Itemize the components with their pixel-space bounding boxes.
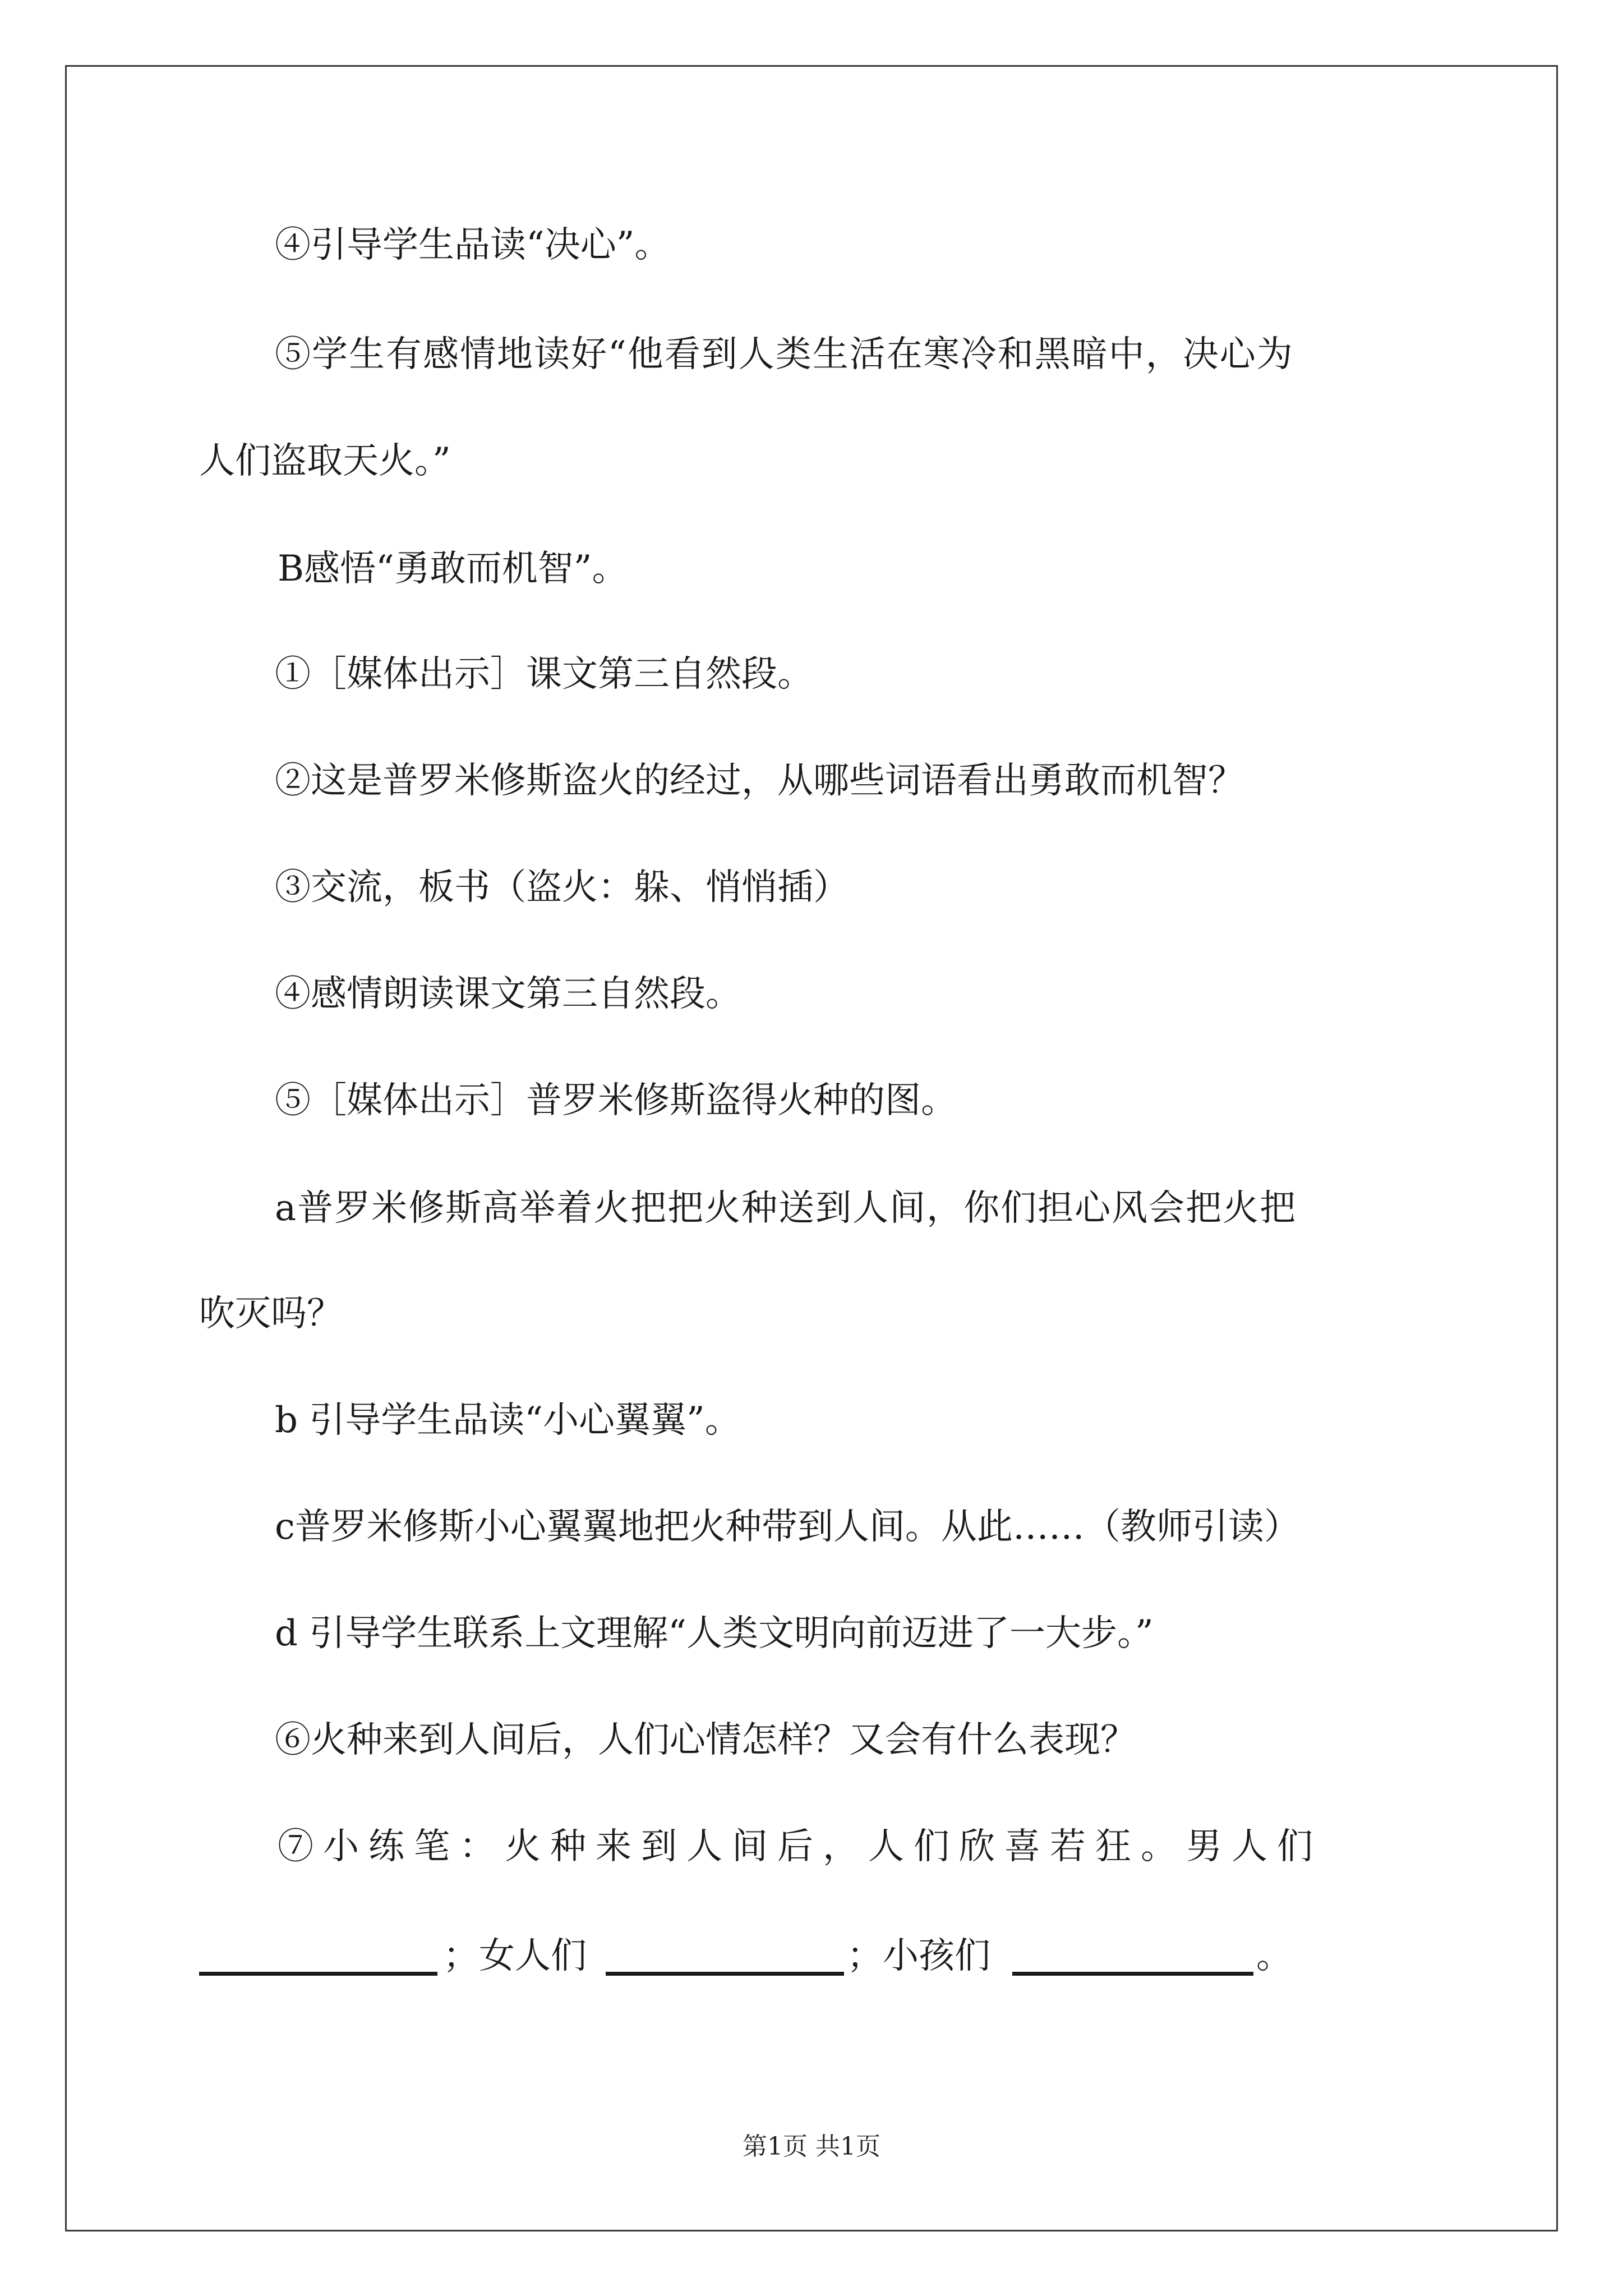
page-number: 第1页 共1页 <box>743 2132 880 2161</box>
paragraph: a普罗米修斯高举着火把把火种送到人间，你们担心风会把火把 <box>275 1188 1297 1229</box>
paragraph: ⑦小练笔：火种来到人间后，人们欣喜若狂。男人们 <box>278 1826 1322 1867</box>
paragraph: ⑥火种来到人间后，人们心情怎样？又会有什么表现？ <box>275 1719 1136 1761</box>
paragraph: ⑤［媒体出示］普罗米修斯盗得火种的图。 <box>275 1080 957 1121</box>
blank-label-children: ；小孩们 <box>847 1935 990 1977</box>
page-border <box>65 65 1558 2231</box>
paragraph: ②这是普罗米修斯盗火的经过，从哪些词语看出勇敢而机智？ <box>275 760 1244 802</box>
paragraph: ④感情朗读课文第三自然段。 <box>275 973 741 1015</box>
paragraph: ③交流，板书（盗火：躲、悄悄插） <box>275 867 849 908</box>
blank-line-men <box>199 1972 437 1976</box>
paragraph: ④引导学生品读“决心”。 <box>275 224 671 266</box>
blank-line-children <box>1012 1972 1253 1976</box>
blank-label-women: ；女人们 <box>443 1935 587 1977</box>
paragraph: B感悟“勇敢而机智”。 <box>278 548 628 590</box>
sentence-end: 。 <box>1256 1935 1292 1977</box>
paragraph: 吹灭吗？ <box>199 1293 343 1335</box>
paragraph: c普罗米修斯小心翼翼地把火种带到人间。从此……（教师引读） <box>275 1506 1300 1548</box>
paragraph: ①［媒体出示］课文第三自然段。 <box>275 654 813 695</box>
blank-line-women <box>606 1972 844 1976</box>
paragraph: d 引导学生联系上文理解“人类文明向前迈进了一大步。” <box>275 1613 1154 1654</box>
paragraph: b 引导学生品读“小心翼翼”。 <box>275 1400 741 1441</box>
paragraph: 人们盗取天火。” <box>199 440 451 482</box>
paragraph: ⑤学生有感情地读好“他看到人类生活在寒冷和黑暗中，决心为 <box>275 334 1294 375</box>
